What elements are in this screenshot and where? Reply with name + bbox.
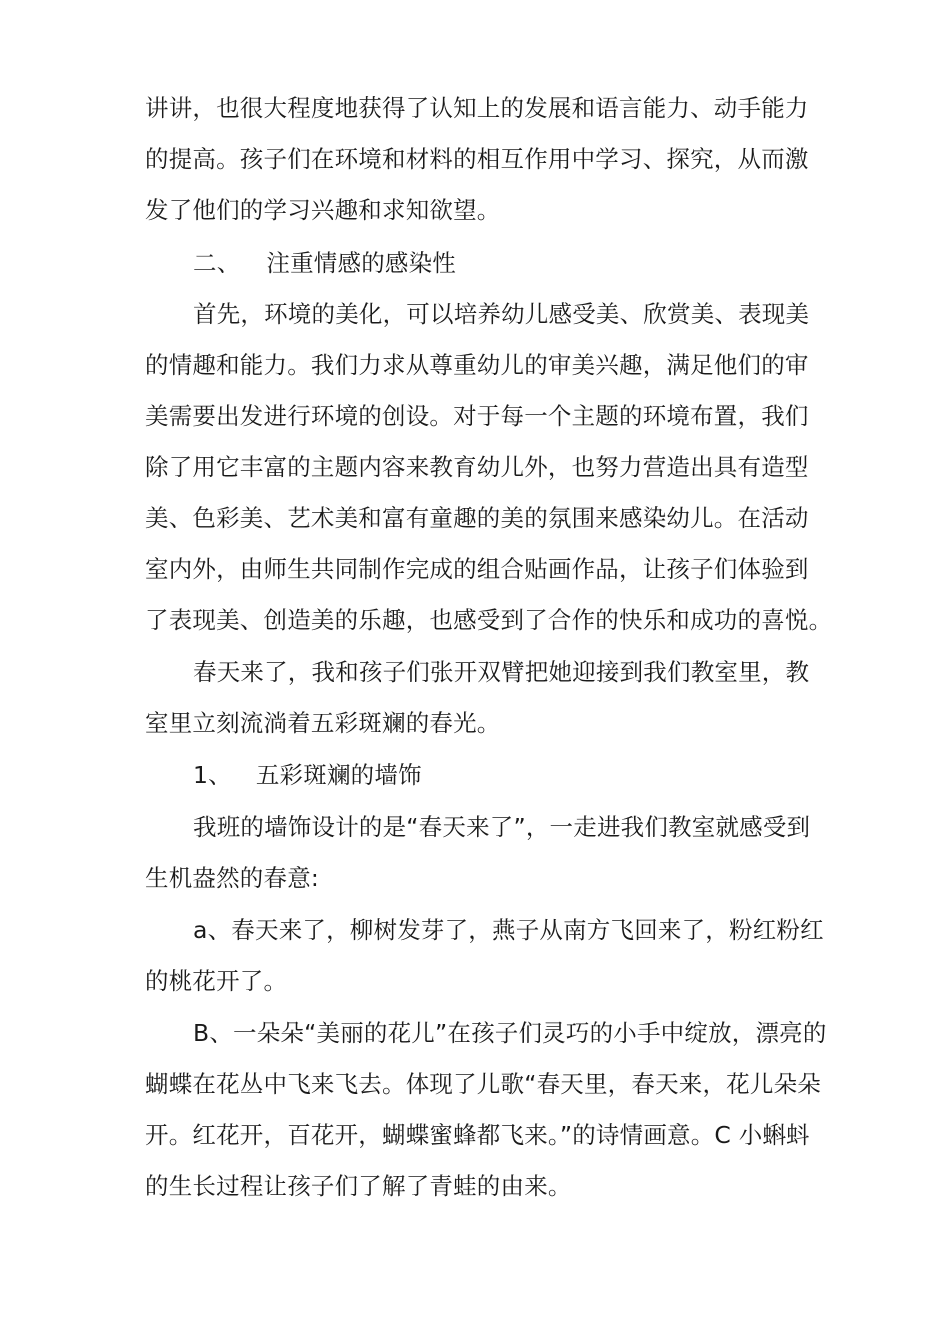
paragraph-line: 蝴蝶在花丛中飞来飞去。体现了儿歌“春天里，春天来，花儿朵朵 (145, 1070, 821, 1098)
heading-number: 1、 (193, 761, 232, 789)
section-heading-1 (193, 759, 422, 791)
paragraph-line: 我班的墙饰设计的是“春天来了”，一走进我们教室就感受到 (193, 813, 811, 841)
paragraph-line: 美需要出发进行环境的创设。对于每一个主题的环境布置，我们 (145, 402, 809, 430)
section-heading-2 (193, 247, 456, 279)
paragraph-line: a、春天来了，柳树发芽了，燕子从南方飞回来了，粉红粉红 (193, 916, 824, 944)
heading-title: 五彩斑斓的墙饰 (255, 761, 422, 789)
heading-title: 注重情感的感染性 (266, 249, 457, 277)
paragraph-line: 首先，环境的美化，可以培养幼儿感受美、欣赏美、表现美 (193, 300, 810, 328)
paragraph-line: 室内外，由师生共同制作完成的组合贴画作品，让孩子们体验到 (145, 555, 809, 583)
paragraph-line: 春天来了，我和孩子们张开双臂把她迎接到我们教室里，教 (193, 658, 810, 686)
paragraph-line: 开。红花开，百花开，蝴蝶蜜蜂都飞来。”的诗情画意。C 小蝌蚪 (145, 1121, 810, 1149)
heading-number: 二、 (193, 249, 241, 277)
paragraph-line: 的生长过程让孩子们了解了青蛙的由来。 (145, 1172, 572, 1200)
paragraph-line: 讲讲，也很大程度地获得了认知上的发展和语言能力、动手能力 (145, 94, 809, 122)
paragraph-line: 美、色彩美、艺术美和富有童趣的美的氛围来感染幼儿。在活动 (145, 504, 809, 532)
paragraph-line: 室里立刻流淌着五彩斑斓的春光。 (145, 709, 501, 737)
paragraph-line: 生机盎然的春意: (145, 864, 320, 892)
paragraph-line: 了表现美、创造美的乐趣，也感受到了合作的快乐和成功的喜悦。 (145, 606, 833, 634)
paragraph-line: 除了用它丰富的主题内容来教育幼儿外，也努力营造出具有造型 (145, 453, 809, 481)
paragraph-line: 的情趣和能力。我们力求从尊重幼儿的审美兴趣，满足他们的审 (145, 351, 809, 379)
paragraph-line: 的桃花开了。 (145, 967, 288, 995)
paragraph-line: B、一朵朵“美丽的花儿”在孩子们灵巧的小手中绽放，漂亮的 (193, 1019, 827, 1047)
paragraph-line: 的提高。孩子们在环境和材料的相互作用中学习、探究，从而激 (145, 145, 809, 173)
paragraph-line: 发了他们的学习兴趣和求知欲望。 (145, 196, 501, 224)
